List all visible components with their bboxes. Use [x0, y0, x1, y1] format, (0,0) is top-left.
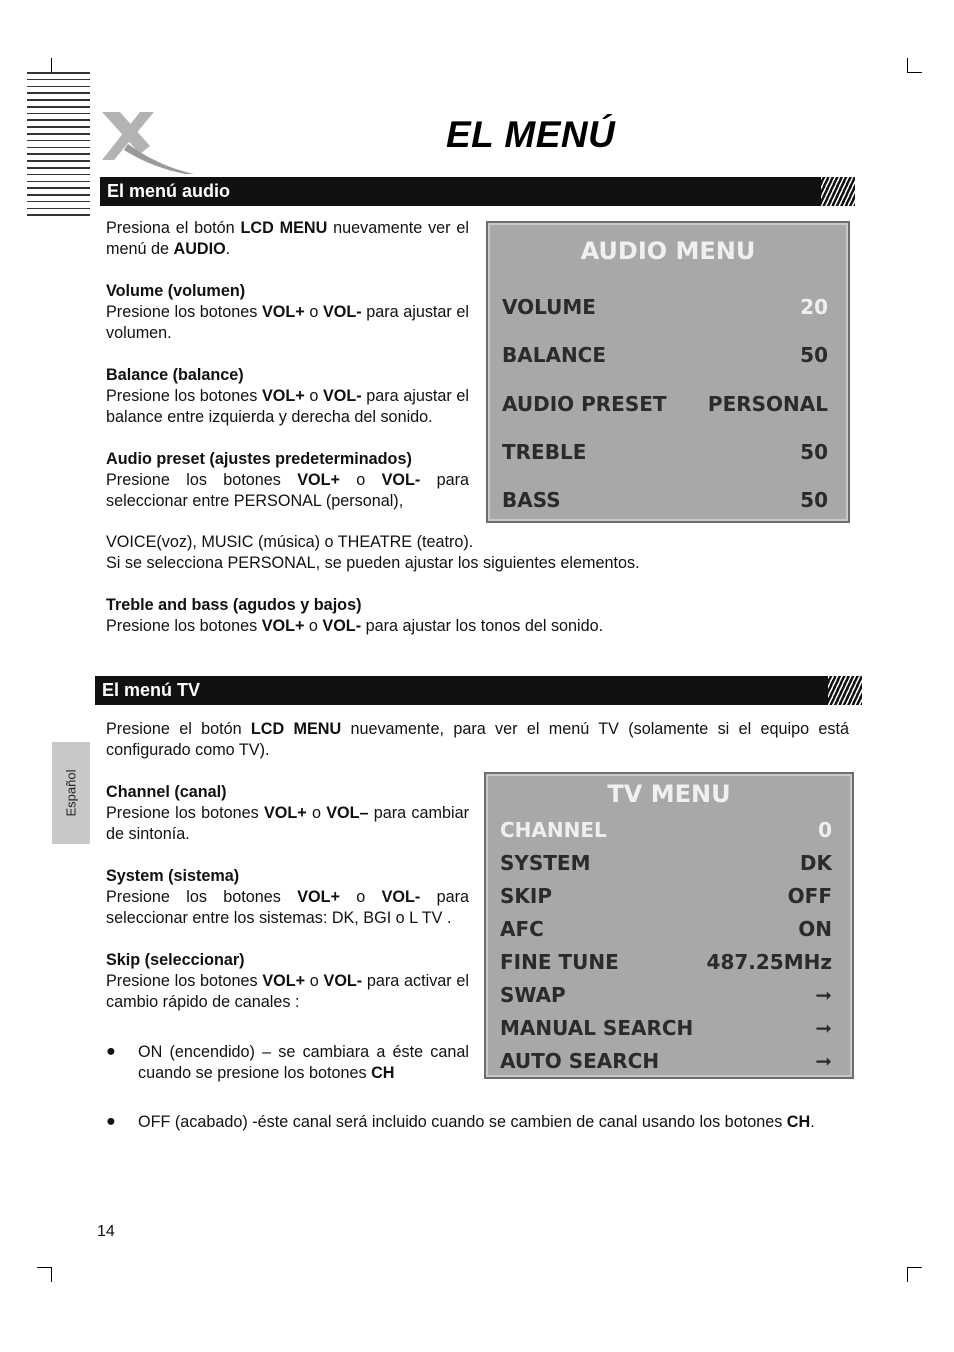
header-hatch: [828, 676, 862, 705]
tv-menu-title: TV MENU: [607, 780, 731, 808]
audio-menu-row: VOLUME 20: [502, 295, 828, 319]
header-stripes: [27, 72, 90, 221]
page-title: EL MENÚ: [446, 114, 616, 155]
bullet-dot: ●: [106, 1042, 116, 1060]
tv-menu-row: AUTO SEARCH ➞: [500, 1049, 832, 1073]
bullet-on: ON (encendido) – se cambiara a éste canal cuando se presione los botones CH: [138, 1043, 469, 1082]
crop-mark-top-right: [907, 58, 922, 73]
crop-mark-bottom-right: [907, 1267, 922, 1282]
volume-text: Presione los botones VOL+ o VOL- para ajustar el volumen.: [106, 303, 470, 342]
tv-menu-row: SWAP ➞: [500, 983, 832, 1007]
bullet-off: OFF (acabado) -éste canal será incluido cuando se cambien de canal usando los botones CH.: [138, 1113, 815, 1131]
tv-menu-row: FINE TUNE 487.25MHz: [500, 950, 832, 974]
tv-intro: Presione el botón LCD MENU nuevamente, para ver el menú TV (solamente si el equipo está configurado como TV).: [106, 720, 849, 759]
audio-menu-row: AUDIO PRESET PERSONAL: [502, 392, 828, 416]
section-header-audio-label: El menú audio: [107, 181, 231, 201]
audio-menu-row: BASS 50: [502, 488, 828, 512]
header-hatch: [821, 177, 855, 206]
audio-menu-screen: [486, 221, 850, 523]
channel-text: Presione los botones VOL+ o VOL– para cambiar de sintonía.: [106, 804, 470, 843]
audio-text-column: [106, 218, 469, 512]
language-tab: [52, 742, 90, 844]
crop-mark-top-left: [37, 58, 52, 73]
section-header-audio: [100, 177, 855, 206]
x-logo-icon: [98, 108, 198, 178]
page-number: 14: [97, 1223, 115, 1240]
arrow-right-icon: ➞: [815, 983, 832, 1007]
channel-heading: Channel (canal): [106, 783, 227, 801]
preset-note: Si se selecciona PERSONAL, se pueden ajustar los siguientes elementos.: [106, 554, 640, 572]
arrow-right-icon: ➞: [815, 1049, 832, 1073]
audio-menu-title: AUDIO MENU: [580, 237, 756, 265]
audio-text-wide: [106, 532, 851, 637]
crop-mark-bottom-left: [37, 1267, 52, 1282]
bullet-dot: ●: [106, 1112, 116, 1130]
arrow-right-icon: ➞: [815, 1016, 832, 1040]
system-heading: System (sistema): [106, 867, 240, 885]
tv-menu-screen: [484, 772, 854, 1079]
tv-text-column: [106, 782, 469, 1013]
audio-menu-row: TREBLE 50: [502, 440, 828, 464]
tv-menu-row: CHANNEL 0: [500, 818, 832, 842]
tv-menu-row: AFC ON: [500, 917, 832, 941]
tv-menu-row: SKIP OFF: [500, 884, 832, 908]
preset-heading: Audio preset (ajustes predeterminados): [106, 450, 412, 468]
balance-text: Presione los botones VOL+ o VOL- para ajustar el balance entre izquierda y derecha del sonido.: [106, 387, 470, 426]
tv-menu-row: MANUAL SEARCH ➞: [500, 1016, 832, 1040]
section-header-tv-label: El menú TV: [102, 680, 201, 700]
skip-heading: Skip (seleccionar): [106, 951, 245, 969]
treble-heading: Treble and bass (agudos y bajos): [106, 596, 362, 614]
section-header-tv: [95, 676, 862, 705]
balance-heading: Balance (balance): [106, 366, 244, 384]
preset-options: VOICE(voz), MUSIC (música) o THEATRE (teatro).: [106, 533, 474, 551]
treble-text: Presione los botones VOL+ o VOL- para ajustar los tonos del sonido.: [106, 617, 604, 635]
preset-text: Presione los botones VOL+ o VOL- para seleccionar entre PERSONAL (personal),: [106, 471, 469, 510]
volume-heading: Volume (volumen): [106, 282, 246, 300]
tv-menu-row: SYSTEM DK: [500, 851, 832, 875]
system-text: Presione los botones VOL+ o VOL- para seleccionar entre los sistemas: DK, BGI o L TV .: [106, 888, 469, 927]
audio-intro: Presiona el botón LCD MENU nuevamente ver el menú de AUDIO.: [106, 219, 469, 258]
audio-menu-row: BALANCE 50: [502, 343, 828, 367]
language-tab-label: Español: [63, 769, 79, 817]
skip-text: Presione los botones VOL+ o VOL- para activar el cambio rápido de canales :: [106, 972, 470, 1011]
